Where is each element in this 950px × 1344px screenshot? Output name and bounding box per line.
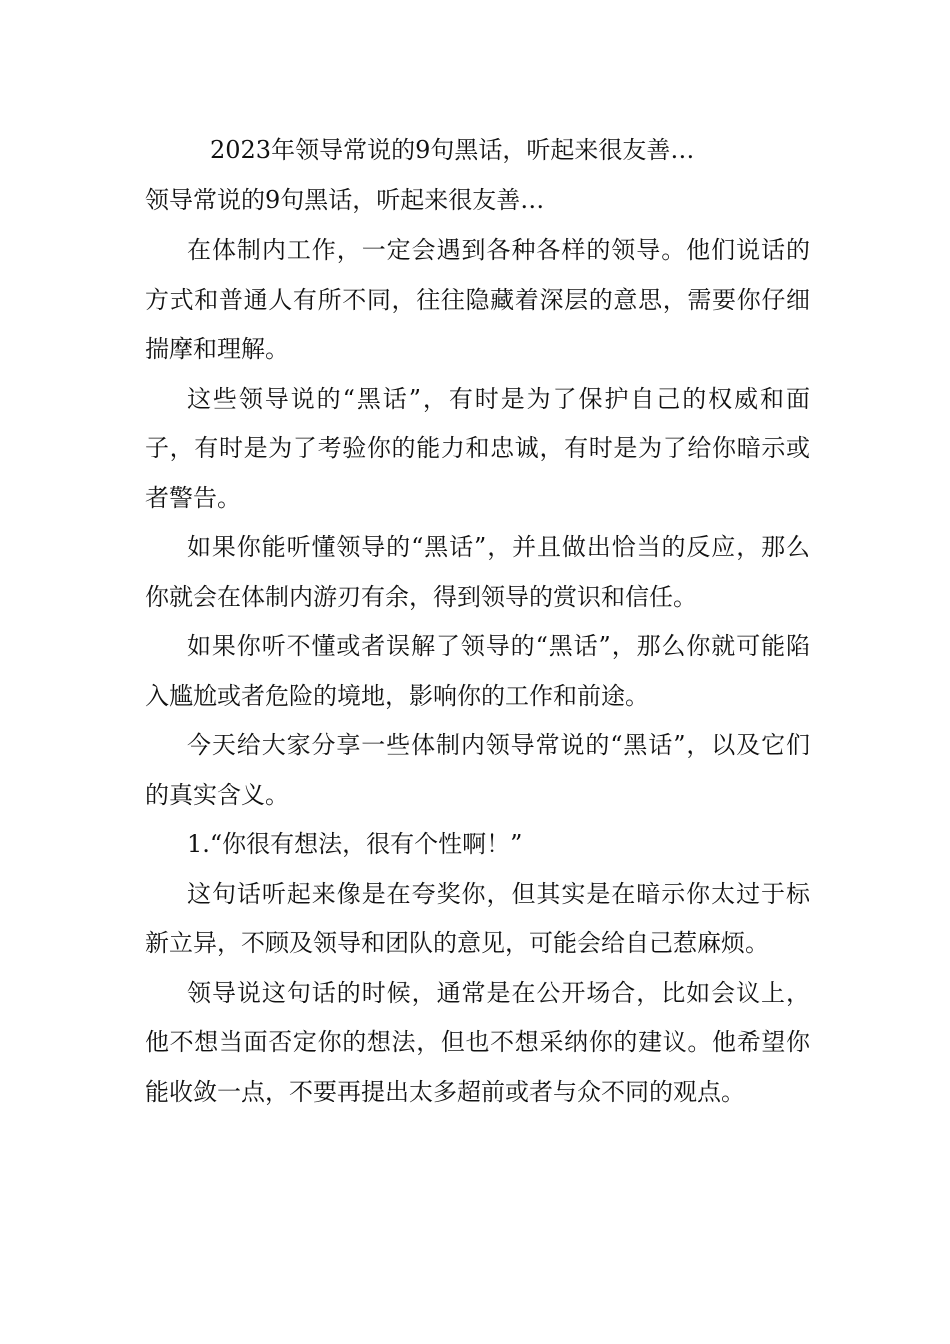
section-heading-1: 1.“你很有想法，很有个性啊！”: [187, 830, 523, 858]
paragraph-intro: 在体制内工作，一定会遇到各种各样的领导。他们说话的方式和普通人有所不同，往往隐藏着深层的意思，需要你仔细揣摩和理解。: [145, 236, 810, 363]
document-subtitle: 领导常说的9句黑话，听起来很友善…: [145, 186, 545, 214]
document-body: [145, 226, 810, 1117]
paragraph-reasons: 这些领导说的“黑话”，有时是为了保护自己的权威和面子，有时是为了考验你的能力和忠诚，有时是为了给你暗示或者警告。: [145, 384, 810, 512]
document-title: 2023年领导常说的9句黑话，听起来很友善…: [210, 136, 695, 164]
paragraph-context: 领导说这句话的时候，通常是在公开场合，比如会议上，他不想当面否定你的想法，但也不想采纳你的建议。他希望你能收敛一点，不要再提出太多超前或者与众不同的观点。: [145, 978, 810, 1106]
paragraph-benefit: 如果你能听懂领导的“黑话”，并且做出恰当的反应，那么你就会在体制内游刃有余，得到领导的赏识和信任。: [145, 533, 810, 611]
paragraph-risk: 如果你听不懂或者误解了领导的“黑话”，那么你就可能陷入尴尬或者危险的境地，影响你的工作和前途。: [145, 632, 810, 710]
paragraph-explanation: 这句话听起来像是在夸奖你，但其实是在暗示你太过于标新立异，不顾及领导和团队的意见，可能会给自己惹麻烦。: [145, 879, 810, 957]
paragraph-share: 今天给大家分享一些体制内领导常说的“黑话”，以及它们的真实含义。: [145, 731, 810, 809]
